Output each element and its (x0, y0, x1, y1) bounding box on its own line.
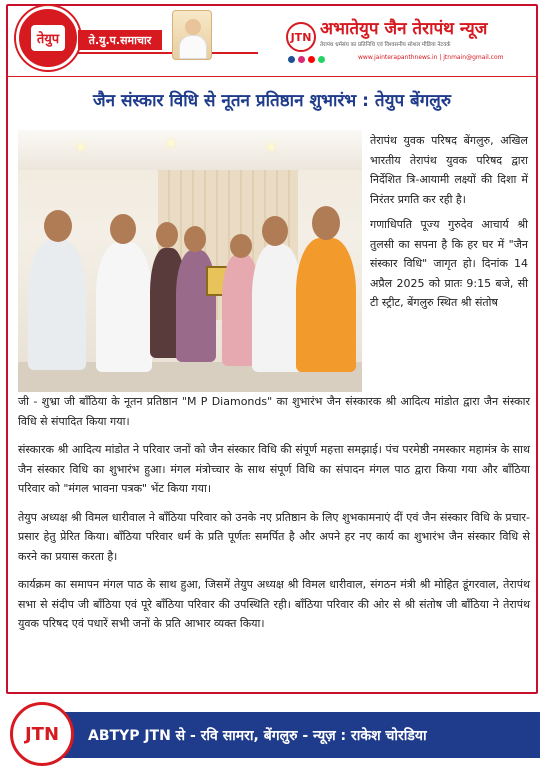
article-body (18, 392, 530, 643)
person-figure (96, 242, 152, 372)
tag-underline (78, 52, 258, 54)
person-head (312, 206, 340, 240)
instagram-icon[interactable] (298, 56, 305, 63)
person-head (156, 222, 178, 248)
article-paragraph: कार्यक्रम का समापन मंगल पाठ के साथ हुआ, जिसमें तेयुप अध्यक्ष श्री विमल धारीवाल, संगठन मंत्री श्री मोहित डूंगरवाल, तेरापंथ सभा से संदीप जी बाँठिया एवं पूरे बाँठिया परिवार की उपस्थिति रही। बाँठिया परिवार की ओर से श्री संतोष जी बाँठिया ने तेरापंथ युवक परिषद एवं पधारें सभी जनों के प्रति आभार व्यक्त किया। (18, 578, 530, 630)
person-head (184, 226, 206, 252)
jtn-logo-icon: JTN (286, 22, 316, 52)
person-figure (252, 244, 302, 372)
ceiling-light (168, 140, 174, 146)
footer-bar (60, 712, 540, 758)
article-paragraph: जी - शुभ्रा जी बाँठिया के नूतन प्रतिष्ठान "M P Diamonds" का शुभारंभ जैन संस्कारक श्री आदित्य मांडोत द्वारा जैन संस्कार विधि से संपादित किया गया। (18, 395, 530, 428)
brand-subtitle: तेरापंथ धर्मसंघ का प्रतिनिधि एवं विश्वसनीय सोशल मीडिया नेटवर्क (320, 42, 451, 48)
header (0, 0, 544, 78)
whatsapp-icon[interactable] (318, 56, 325, 63)
teyup-logo (16, 6, 80, 70)
footer-credit: ABTYP JTN से - रवि सामरा, बेंगलुरु - न्यूज़ : राकेश चोरडिया (88, 727, 427, 744)
article-column (370, 131, 528, 319)
article-paragraph: संस्कारक श्री आदित्य मांडोत ने परिवार जनों को जैन संस्कार विधि की संपूर्ण महत्ता समझाई। पंच परमेष्ठी नमस्कार महामंत्र के साथ जैन संस्कार विधि का शुभारंभ हुआ। मंगल मंत्रोच्चार के साथ संपूर्ण विधि का संपादन मंगल पाठ द्वारा किया गया और बाँठिया परिवार को "मंगल भावना पत्रक" भेंट किया गया। (18, 443, 530, 495)
guru-robe (179, 35, 207, 59)
article-paragraph: तेयुप अध्यक्ष श्री विमल धारीवाल ने बाँठिया परिवार को उनके नए प्रतिष्ठान के लिए शुभकामनाएं दीं एवं जैन संस्कार विधि के प्रचार-प्रसार हेतु प्रेरित किया। बाँठिया परिवार धर्म के प्रति पूर्णतः समर्पित है और अपने हर नए कार्य का शुभारंभ जैन संस्कार विधि से करने का प्रयास करता है। (18, 510, 530, 563)
youtube-icon[interactable] (308, 56, 315, 63)
ceiling-light (268, 144, 274, 150)
headline: जैन संस्कार विधि से नूतन प्रतिष्ठान शुभारंभ : तेयुप बेंगलुरु (92, 91, 451, 111)
facebook-icon[interactable] (288, 56, 295, 63)
person-head (44, 210, 72, 242)
photo-ceiling (18, 130, 362, 170)
brand-title: अभातेयुप जैन तेरापंथ न्यूज (320, 19, 488, 39)
person-head (110, 214, 136, 244)
article-paragraph: तेरापंथ युवक परिषद बेंगलुरु, अखिल भारतीय तेरापंथ युवक परिषद द्वारा निर्देशित त्रि-आयामी लक्ष्यों की दिशा में निरंतर प्रगति कर रही है। (370, 134, 528, 206)
jtn-logo-text: JTN (24, 723, 60, 745)
person-head (262, 216, 288, 246)
article-paragraph: गणाधिपति पूज्य गुरुदेव आचार्य श्री तुलसी का सपना है कि हर घर में "जैन संस्कार विधि" जागृत हो। दिनांक 14 अप्रैल 2025 को प्रातः 9:15 बजे, सी टी स्ट्रीट, बेंगलुरु स्थित श्री संतोष (370, 218, 528, 309)
person-figure (296, 238, 356, 372)
emblem-icon: तेयुप (31, 25, 65, 51)
social-icons (288, 56, 325, 63)
person-head (230, 234, 252, 258)
brand-url[interactable]: www.jainterapanthnews.in | jtnmain@gmail.com (358, 54, 504, 61)
guru-face (185, 19, 201, 35)
person-figure (28, 240, 86, 370)
tag-label: ते.यु.प.समाचार (78, 30, 162, 50)
footer (0, 700, 544, 768)
guru-portrait (172, 10, 212, 60)
event-photo (18, 130, 362, 392)
ceiling-light (78, 144, 84, 150)
jtn-footer-logo (10, 702, 74, 766)
header-divider (6, 76, 538, 77)
